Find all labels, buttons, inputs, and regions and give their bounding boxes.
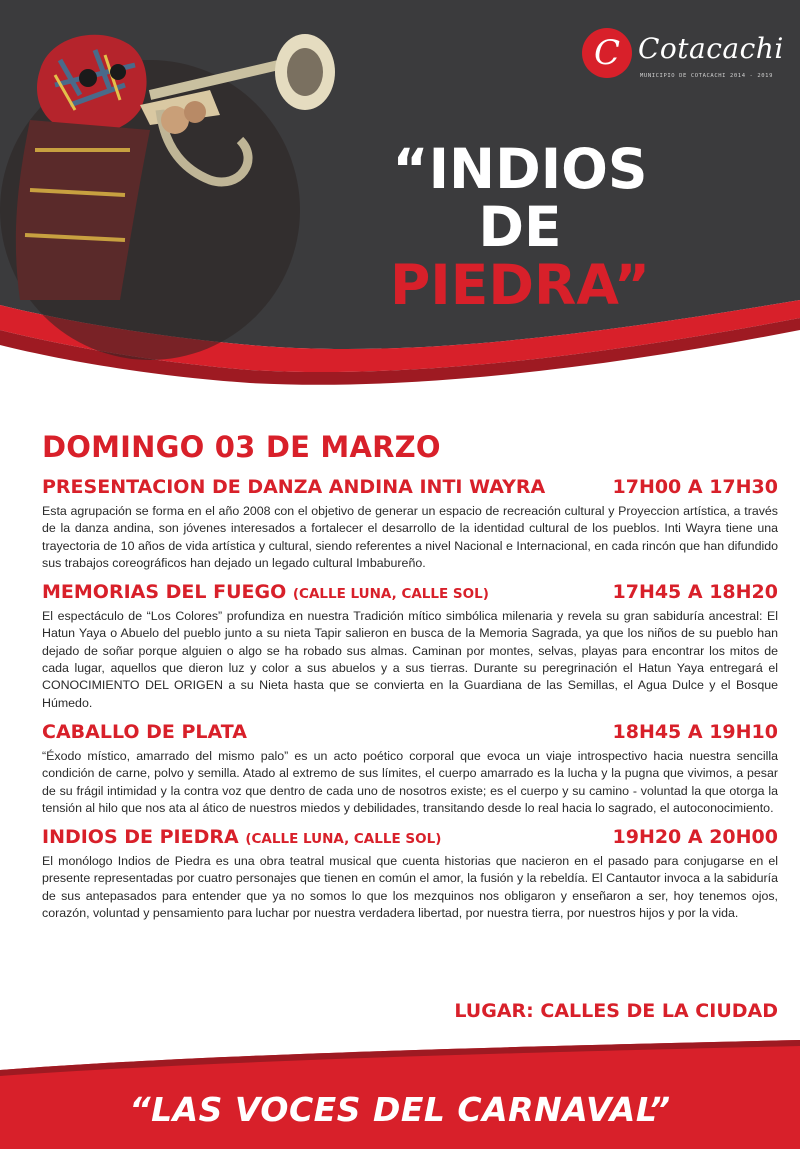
logo-subtitle: MUNICIPIO DE COTACACHI 2014 - 2019 (640, 73, 773, 79)
event-title (360, 137, 680, 317)
slogan: “LAS VOCES DEL CARNAVAL” (129, 1090, 671, 1129)
event-time: 19H20 A 20H00 (612, 826, 778, 849)
event-name-text: CABALLO DE PLATA (42, 720, 247, 743)
event-date: DOMINGO 03 DE MARZO (42, 430, 441, 464)
event-time: 17H45 A 18H20 (612, 581, 778, 604)
event-heading (42, 721, 778, 743)
event-description: El monólogo Indios de Piedra es una obra teatral musical que cuenta historias que nacieron en el pasado para conjugarse en el presente representadas por cuatro personajes que tienen en común el amor, la fusión y la rebeldía. El Cantautor invoca a la sabiduría de sus antepasados para entender que ya no somos lo que los mezquinos nos obligaron y enseñaron a ser, hoy tenemos ojos, corazón, voluntad y pensamiento para luchar por nuestra verdadera libertad, por nuestra tierra, por nuestros hijos y por la vida. (42, 854, 778, 921)
event-item (42, 826, 778, 922)
cotacachi-logo (582, 28, 782, 88)
venue-label: LUGAR: CALLES DE LA CIUDAD (454, 1000, 778, 1022)
event-description: El espectáculo de “Los Colores” profundiza en nuestra Tradición mítico simbólica milenaria y revela su gran sabiduría ancestral: El Hatun Yaya o Abuelo del pueblo junto a su nieta Tapir salieron en busca de la Memoria Sagrada, ya que los niños de su pueblo han dejado de soñar porque alguien o algo se ha robado sus almas. Caminan por montes, selvas, playas para encontrar los mitos de cada lugar, aquellos que dieron luz y color a sus abuelos y a sus tierras. Durante su peregrinación el Hatun Yaya entregará el CONOCIMIENTO DEL ORIGEN a su Nieta hasta que se convierta en la Guardiana de las Semillas, el Agua Dulce y el Bosque Húmedo. (42, 609, 778, 710)
event-heading (42, 581, 778, 603)
title-line-3: PIEDRA” (389, 253, 650, 317)
event-name-text: INDIOS DE PIEDRA (42, 826, 239, 849)
event-heading (42, 476, 778, 498)
event-time: 18H45 A 19H10 (612, 720, 778, 743)
event-name (42, 721, 247, 743)
event-description: Esta agrupación se forma en el año 2008 con el objetivo de generar un espacio de recreación cultural y Proyeccion artística, a través de la danza andina, son jóvenes interesados a fortalecer el desarrollo de la identidad cultural de los pueblos. Inti Wayra tiene una trayectoria de 10 años de vida artística y cultural, siendo referentes a nivel Nacional e Internacional, en cada rincón que han difundido sus trabajos coreográficos han dejado un legado cultural Imbabureño. (42, 504, 778, 570)
event-time: 17H00 A 17H30 (612, 476, 778, 498)
title-line-1: “INDIOS (392, 137, 648, 201)
event-item (42, 476, 778, 572)
logo-mark: C (582, 28, 632, 78)
event-name (42, 826, 441, 848)
program-content (42, 430, 778, 931)
logo-name: Cotacachi (638, 32, 784, 65)
event-name (42, 581, 489, 603)
title-line-2: DE (478, 195, 562, 259)
event-heading (42, 826, 778, 848)
event-item (42, 721, 778, 817)
event-name-text: PRESENTACION DE DANZA ANDINA INTI WAYRA (42, 476, 546, 498)
event-item (42, 581, 778, 712)
event-name (42, 476, 545, 498)
header-banner (0, 0, 800, 410)
event-description: “Éxodo místico, amarrado del mismo palo” es un acto poético corporal que evoca un viaje introspectivo hacia nuestra sencilla condición de carne, polvo y semilla. Atado al extremo de sus límites, el cuerpo amarrado es la lucha y la pugna que vivimos, a pesar de su frágil intimidad y la contra voz que dentro de cada uno de nosotros existe; es el cuerpo y su camino - voluntad la que otorga la tensión al hilo que nos ata al ático de nuestros miedos y debilidades, transitando desde lo real hacia lo sagrado, el autoconocimiento. (42, 748, 778, 815)
event-location: (CALLE LUNA, CALLE SOL) (245, 831, 442, 848)
event-name-text: MEMORIAS DEL FUEGO (42, 581, 287, 604)
event-location: (CALLE LUNA, CALLE SOL) (292, 586, 489, 603)
